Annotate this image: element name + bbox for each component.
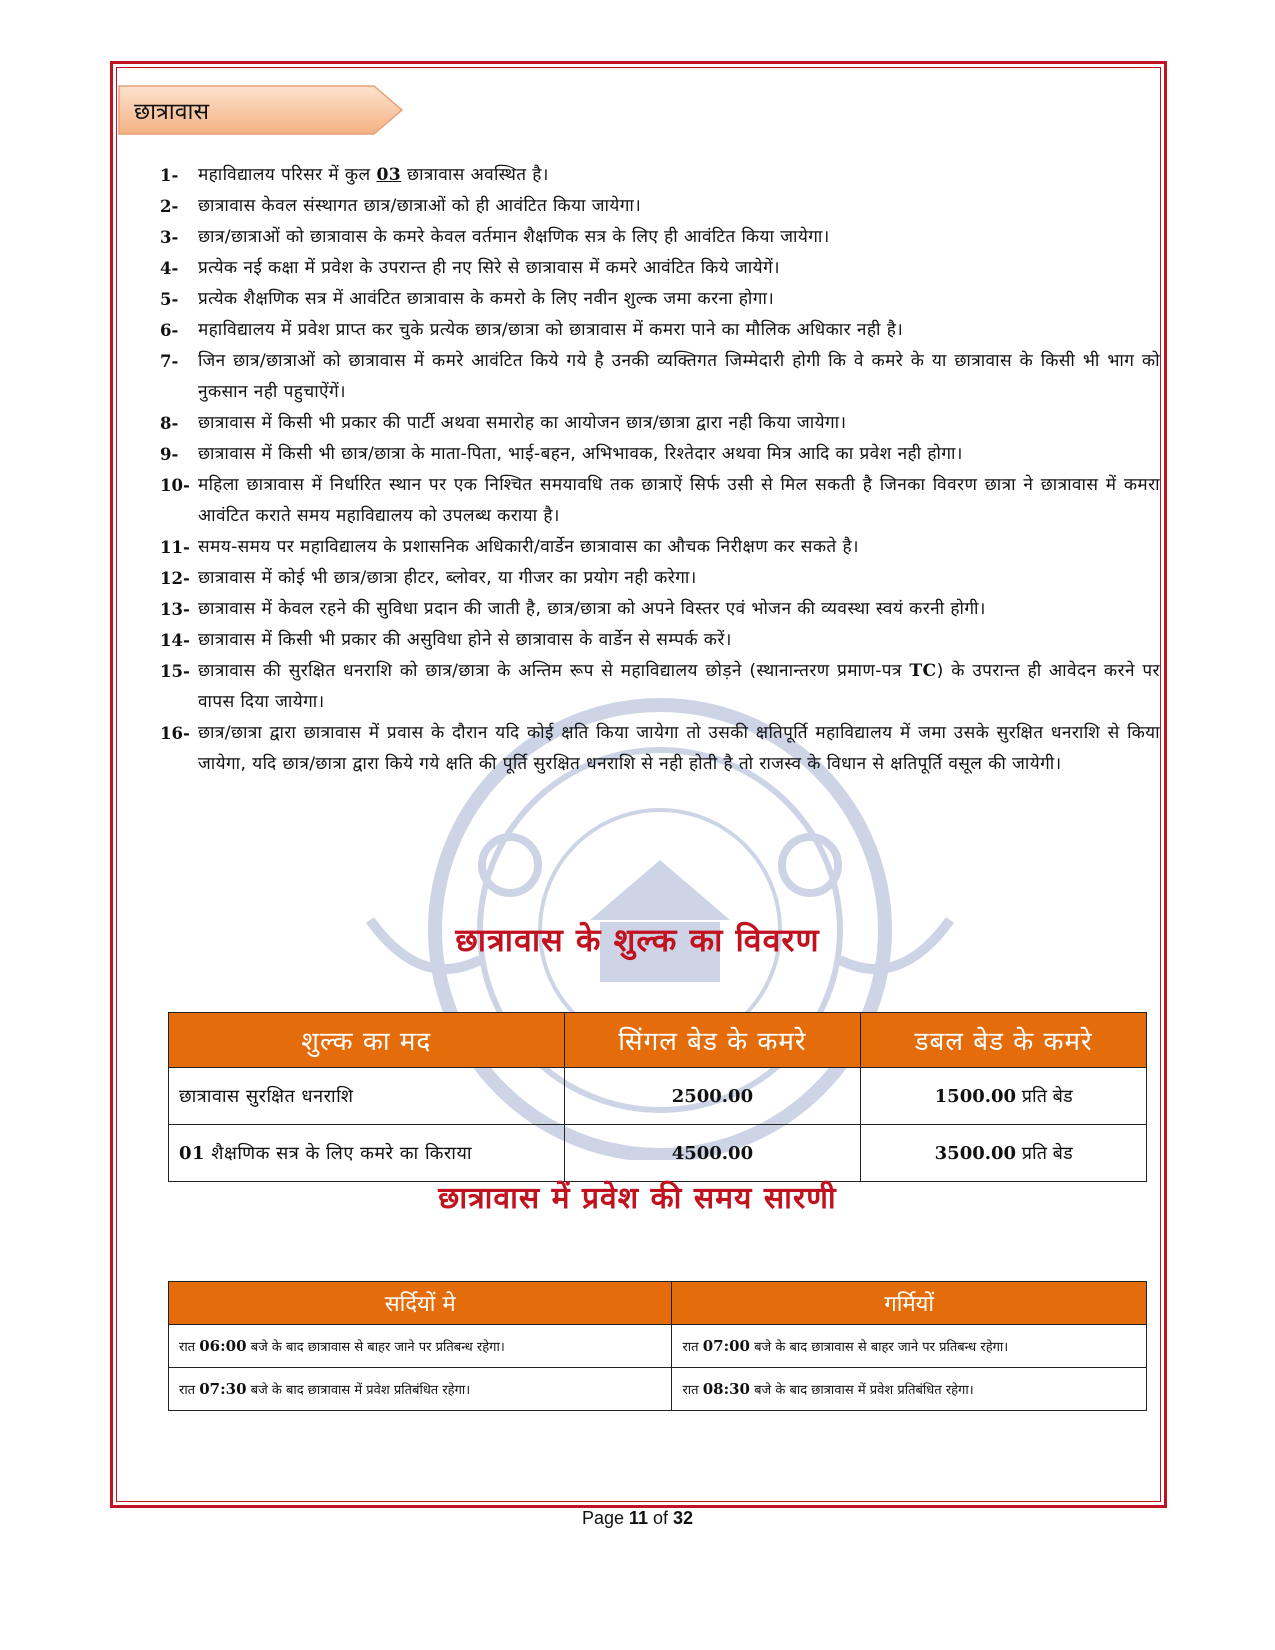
single-bed-fee-cell: 4500.00 (564, 1125, 861, 1182)
list-text: छात्रावास में किसी भी प्रकार की पार्टी अथवा समारोह का आयोजन छात्र/छात्रा द्वारा नही किया जायेगा। (198, 413, 847, 433)
column-header: सर्दियों मे (169, 1282, 672, 1325)
list-item (160, 470, 1160, 532)
table-header-row (169, 1013, 1147, 1068)
column-header: शुल्क का मद (169, 1013, 565, 1068)
list-item (160, 315, 1160, 346)
double-bed-fee-cell: 1500.00 प्रति बेड (861, 1068, 1147, 1125)
list-number: 15- (160, 662, 190, 681)
list-text: समय-समय पर महाविद्यालय के प्रशासनिक अधिकारी/वार्डेन छात्रावास का औचक निरीक्षण कर सकते है। (198, 537, 859, 557)
list-text: महाविद्यालय परिसर में कुल 03 छात्रावास अवस्थित है। (198, 165, 549, 185)
list-text: महाविद्यालय में प्रवेश प्राप्त कर चुके प्रत्येक छात्र/छात्रा को छात्रावास में कमरा पाने का मौलिक अधिकार नही है। (198, 320, 904, 340)
timing-cell: रात 07:00 बजे के बाद छात्रावास से बाहर जाने पर प्रतिबन्ध रहेगा। (672, 1325, 1147, 1368)
list-number: 12- (160, 569, 190, 588)
fee-item-cell: छात्रावास सुरक्षित धनराशि (169, 1068, 565, 1125)
list-number: 7- (160, 352, 179, 371)
list-text: छात्रावास केवल संस्थागत छात्र/छात्राओं को ही आवंटित किया जायेगा। (198, 196, 642, 216)
list-item (160, 284, 1160, 315)
list-item (160, 656, 1160, 718)
list-item (160, 408, 1160, 439)
list-text: छात्रावास में कोई भी छात्र/छात्रा हीटर, ब्लोवर, या गीजर का प्रयोग नही करेगा। (198, 568, 697, 588)
list-number: 2- (160, 197, 179, 216)
list-item (160, 222, 1160, 253)
list-number: 3- (160, 228, 179, 247)
hostel-rules-list (160, 160, 1160, 780)
fee-item-cell: 01 शैक्षणिक सत्र के लिए कमरे का किराया (169, 1125, 565, 1182)
timing-cell: रात 08:30 बजे के बाद छात्रावास में प्रवेश प्रतिबंधित रहेगा। (672, 1368, 1147, 1411)
list-text: महिला छात्रावास में निर्धारित स्थान पर एक निश्चित समयावधि तक छात्राऐं सिर्फ उसी से मिल सकती है जिनका विवरण छात्रा ने छात्रावास में कमरा आवंटित कराते समय महाविद्यालय को उपलब्ध कराया है। (198, 475, 1160, 526)
timing-cell: रात 06:00 बजे के बाद छात्रावास से बाहर जाने पर प्रतिबन्ध रहेगा। (169, 1325, 672, 1368)
list-text: छात्रावास की सुरक्षित धनराशि को छात्र/छात्रा के अन्तिम रूप से महाविद्यालय छोड़ने (स्थानान्तरण प्रमाण-पत्र TC) के उपरान्त ही आवेदन करने पर वापस दिया जायेगा। (198, 661, 1160, 712)
column-header: डबल बेड के कमरे (861, 1013, 1147, 1068)
list-number: 9- (160, 445, 179, 464)
section-title: छात्रावास (134, 99, 210, 125)
list-text: जिन छात्र/छात्राओं को छात्रावास में कमरे आवंटित किये गये है उनकी व्यक्तिगत जिम्मेदारी होगी कि वे कमरे के या छात्रावास के किसी भी भाग को नुकसान नही पहुचाऐंगें। (198, 351, 1160, 402)
table-row (169, 1325, 1147, 1368)
list-text: प्रत्येक शैक्षणिक सत्र में आवंटित छात्रावास के कमरो के लिए नवीन शुल्क जमा करना होगा। (198, 289, 775, 309)
list-text: प्रत्येक नई कक्षा में प्रवेश के उपरान्त ही नए सिरे से छात्रावास में कमरे आवंटित किये जायेगें। (198, 258, 780, 278)
double-bed-fee-cell: 3500.00 प्रति बेड (861, 1125, 1147, 1182)
list-item (160, 625, 1160, 656)
list-number: 5- (160, 290, 179, 309)
list-item (160, 439, 1160, 470)
list-item (160, 563, 1160, 594)
single-bed-fee-cell: 2500.00 (564, 1068, 861, 1125)
timing-cell: रात 07:30 बजे के बाद छात्रावास में प्रवेश प्रतिबंधित रहेगा। (169, 1368, 672, 1411)
fee-heading: छात्रावास के शुल्क का विवरण (455, 921, 820, 959)
list-text: छात्रावास में किसी भी प्रकार की असुविधा होने से छात्रावास के वार्डेन से सम्पर्क करें। (198, 630, 732, 650)
list-text: छात्रावास में केवल रहने की सुविधा प्रदान की जाती है, छात्र/छात्रा को अपने विस्तर एवं भोजन की व्यवस्था स्वयं करनी होगी। (198, 599, 986, 619)
list-number: 4- (160, 259, 179, 278)
timing-heading: छात्रावास में प्रवेश की समय सारणी (438, 1181, 837, 1216)
column-header: सिंगल बेड के कमरे (564, 1013, 861, 1068)
table-row (169, 1368, 1147, 1411)
column-header: गर्मियों (672, 1282, 1147, 1325)
list-text: छात्रावास में किसी भी छात्र/छात्रा के माता-पिता, भाई-बहन, अभिभावक, रिश्तेदार अथवा मित्र आदि का प्रवेश नही होगा। (198, 444, 963, 464)
list-number: 14- (160, 631, 190, 650)
list-item (160, 253, 1160, 284)
list-item (160, 346, 1160, 408)
list-item (160, 191, 1160, 222)
list-number: 16- (160, 724, 190, 743)
table-header-row (169, 1282, 1147, 1325)
list-item (160, 594, 1160, 625)
list-item (160, 532, 1160, 563)
list-number: 1- (160, 166, 179, 185)
list-text: छात्र/छात्राओं को छात्रावास के कमरे केवल वर्तमान शैक्षणिक सत्र के लिए ही आवंटित किया जायेगा। (198, 227, 830, 247)
list-number: 11- (160, 538, 190, 557)
list-number: 13- (160, 600, 190, 619)
list-number: 6- (160, 321, 179, 340)
page-number: Page 11 of 32 (581, 1508, 694, 1528)
timing-table (168, 1281, 1147, 1411)
list-item (160, 160, 1160, 191)
list-number: 10- (160, 476, 190, 495)
table-row (169, 1125, 1147, 1182)
fee-table (168, 1012, 1147, 1182)
list-number: 8- (160, 414, 179, 433)
list-item (160, 718, 1160, 780)
table-row (169, 1068, 1147, 1125)
list-text: छात्र/छात्रा द्वारा छात्रावास में प्रवास के दौरान यदि कोई क्षति किया जायेगा तो उसकी क्षतिपूर्ति महाविद्यालय में जमा उसके सुरक्षित धनराशि से किया जायेगा, यदि छात्र/छात्रा द्वारा किये गये क्षति की पूर्ति सुरक्षित धनराशि से नही होती है तो राजस्व के विधान से क्षतिपूर्ति वसूल की जायेगी। (198, 723, 1160, 774)
